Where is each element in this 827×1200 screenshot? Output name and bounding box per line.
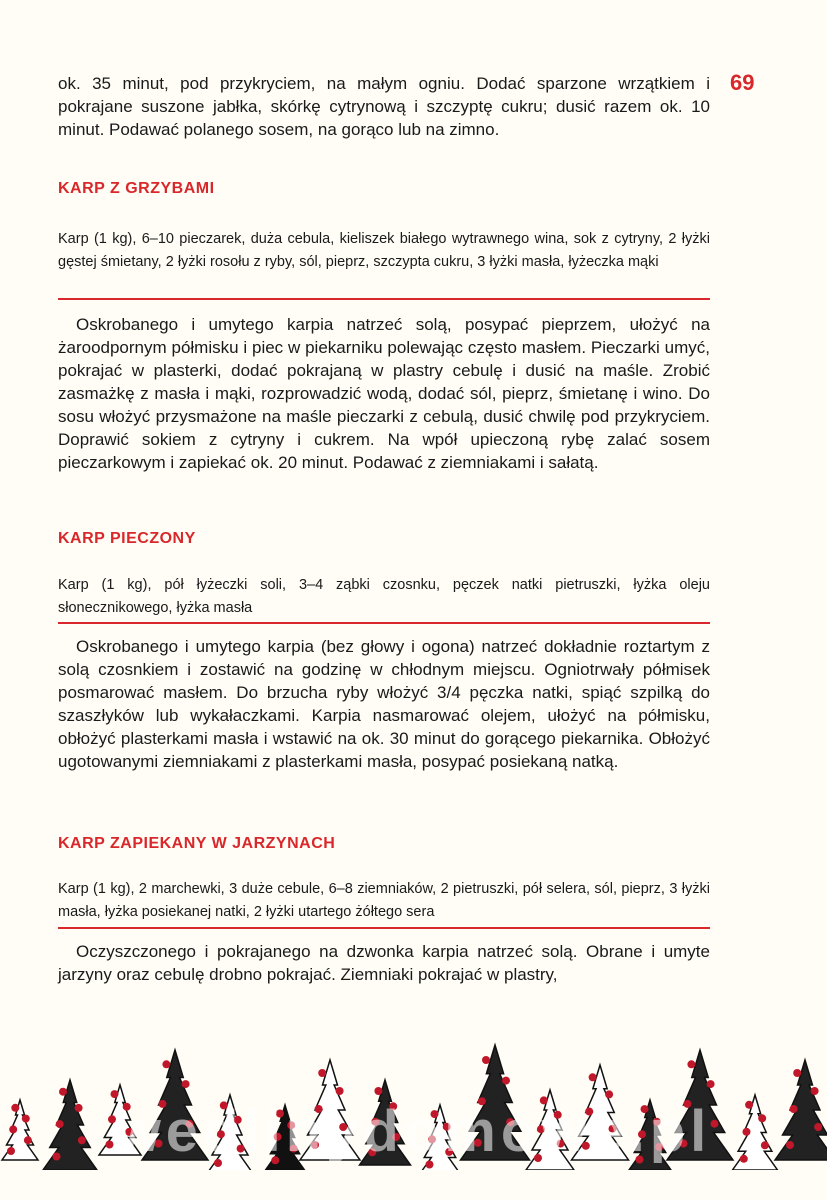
ornament-icon (811, 1087, 819, 1095)
recipe-ingredients-karp-z-grzybami: Karp (1 kg), 6–10 pieczarek, duża cebula, kieliszek białego wytrawnego wina, sok z cytryny, 2 łyżki gęstej śmietany, 2 łyżki rosołu z ryby, sól, pieprz, szczypta cukru, 3 łyżki masła, łyżeczka mąki (58, 231, 710, 270)
ornament-icon (336, 1087, 344, 1095)
recipe-ingredients-karp-pieczony: Karp (1 kg), pół łyżeczki soli, 3–4 ząbki czosnku, pęczek natki pietruszki, łyżka oleju słonecznikowego, łyżka masła (58, 577, 710, 616)
recipe-method-karp-zapiekany: Oczyszczonego i pokrajanego na dzwonka karpia natrzeć solą. Obrane i umyte jarzyny oraz cebulę drobno pokrajać. Ziemniaki pokrajać w plastry, (58, 942, 710, 984)
recipe-method-karp-z-grzybami: Oskrobanego i umytego karpia natrzeć solą, posypać pieprzem, ułożyć na żaroodpornym półmisku i piec w piekarniku polewając często masłem. Pieczarki umyć, pokrajać w plasterki, dodać pokrajaną w plastry cebulę i dusić na maśle. Zrobić zasmażkę z masła i mąki, rozprowadzić wodą, dodać sól, pieprz, śmietanę i wino. Do sosu włożyć przysmażone na maśle pieczarki z cebulą, dusić chwilę pod przykryciem. Doprawić sokiem z cytryny i cukrem. Na wpół upieczoną rybę zalać sosem pieczarkowym i zapiekać ok. 20 minut. Podawać z ziemniakami i sałatą. (58, 315, 710, 472)
ornament-icon (687, 1060, 695, 1068)
ornament-icon (707, 1080, 715, 1088)
ornament-icon (318, 1069, 326, 1077)
ornament-icon (374, 1087, 382, 1095)
ornament-icon (162, 1060, 170, 1068)
ornament-icon (589, 1073, 597, 1081)
section-divider (58, 298, 710, 300)
ornament-icon (482, 1056, 490, 1064)
ornament-icon (502, 1077, 510, 1085)
ornament-icon (111, 1090, 119, 1098)
intro-paragraph: ok. 35 minut, pod przykryciem, na małym ogniu. Dodać sparzone wrzątkiem i pokrajane suszone jabłka, skórkę cytrynową i szczyptę cukru; dusić razem ok. 10 minut. Podawać polanego sosem, na gorąco lub na zimno. (58, 74, 710, 139)
section-divider (58, 622, 710, 624)
recipe-title-karp-zapiekany: KARP ZAPIEKANY W JARZYNACH (58, 835, 336, 852)
page-number: 69 (730, 70, 755, 95)
recipe-method-karp-pieczony: Oskrobanego i umytego karpia (bez głowy i ogona) natrzeć dokładnie roztartym z solą czosnkiem i zostawić na godzinę w chłodnym miejscu. Ogniotrwały półmisek posmarować masłem. Do brzucha ryby włożyć 3/4 pęczka natki, spiąć szpilką do szaszłyków lub wykałaczkami. Karpia nasmarować olejem, ułożyć na półmisku, obłożyć plasterkami masła i wstawić na ok. 30 minut do gorącego piekarnika. Obłożyć ugotowanymi ziemniakami z plasterkami masła, posypać posiekaną natką. (58, 637, 710, 771)
ornament-icon (59, 1088, 67, 1096)
recipe-ingredients-karp-zapiekany: Karp (1 kg), 2 marchewki, 3 duże cebule, 6–8 ziemniaków, 2 pietruszki, pół selera, sól, pieprz, 3 łyżki masła, łyżka posiekanej natki, 2 łyżki utartego żółtego sera (58, 881, 710, 920)
recipe-title-karp-z-grzybami: KARP Z GRZYBAMI (58, 180, 215, 197)
watermark: wedlinydomowe.pl (115, 1099, 712, 1164)
ornament-icon (793, 1069, 801, 1077)
ornament-icon (182, 1080, 190, 1088)
section-divider (58, 927, 710, 929)
recipe-title-karp-pieczony: KARP PIECZONY (58, 530, 196, 547)
